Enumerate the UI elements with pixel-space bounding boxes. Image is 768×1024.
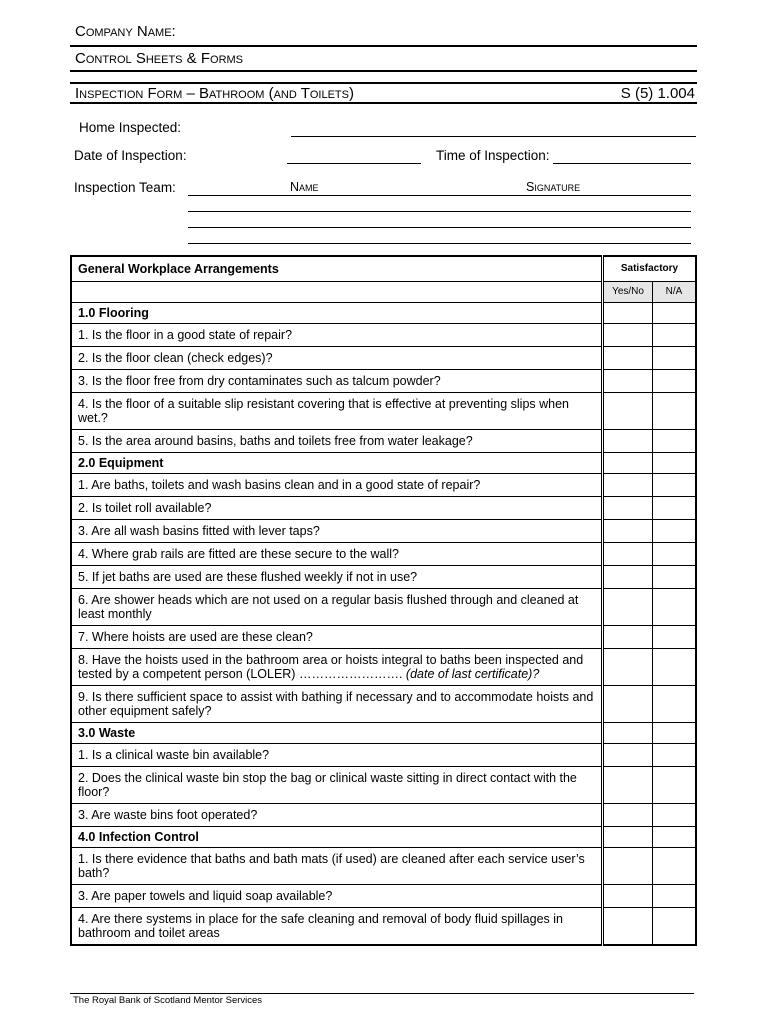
table-row: [71, 520, 696, 543]
table-title-spacer: [71, 282, 603, 303]
na-cell[interactable]: [653, 566, 697, 589]
na-cell[interactable]: [653, 497, 697, 520]
header-divider: [70, 82, 697, 84]
question-text: 4. Is the floor of a suitable slip resistant covering that is effective at preventing slips when wet.?: [71, 393, 603, 430]
team-member-line[interactable]: [188, 227, 691, 228]
section-title: 4.0 Infection Control: [71, 827, 603, 848]
question-text: 5. If jet baths are used are these flushed weekly if not in use?: [71, 566, 603, 589]
question-text: 6. Are shower heads which are not used on a regular basis flushed through and cleaned at least monthly: [71, 589, 603, 626]
na-cell[interactable]: [653, 543, 697, 566]
table-row: [71, 589, 696, 626]
question-text: 5. Is the area around basins, baths and toilets free from water leakage?: [71, 430, 603, 453]
company-name-label: Company Name:: [75, 23, 176, 40]
question-text: 9. Is there sufficient space to assist with bathing if necessary and to accommodate hoists and other equipment safely?: [71, 686, 603, 723]
na-header: N/A: [653, 282, 697, 303]
yes-no-cell[interactable]: [603, 474, 653, 497]
header-divider: [70, 70, 697, 72]
yes-no-cell[interactable]: [603, 804, 653, 827]
question-text: 1. Are baths, toilets and wash basins clean and in a good state of repair?: [71, 474, 603, 497]
header-divider: [70, 45, 697, 47]
table-row: [71, 370, 696, 393]
table-row: [71, 908, 696, 946]
question-text: 1. Is a clinical waste bin available?: [71, 744, 603, 767]
table-row: [71, 744, 696, 767]
yes-no-cell[interactable]: [603, 324, 653, 347]
name-column-label: Name: [290, 180, 319, 194]
na-cell[interactable]: [653, 767, 697, 804]
header-divider: [70, 102, 697, 104]
footer-divider: [70, 993, 694, 994]
na-cell[interactable]: [653, 347, 697, 370]
question-text: 4. Are there systems in place for the safe cleaning and removal of body fluid spillages in bathroom and toilet areas: [71, 908, 603, 946]
section-header-row: [71, 827, 696, 848]
yes-no-cell[interactable]: [603, 520, 653, 543]
yes-no-cell[interactable]: [603, 430, 653, 453]
na-cell[interactable]: [653, 626, 697, 649]
table-row: [71, 474, 696, 497]
form-code: S (5) 1.004: [620, 85, 695, 102]
table-row: [71, 804, 696, 827]
satisfactory-header: Satisfactory: [603, 256, 697, 282]
na-cell: [653, 723, 697, 744]
yes-no-cell[interactable]: [603, 767, 653, 804]
section-header-row: [71, 303, 696, 324]
date-of-inspection-field[interactable]: [287, 163, 421, 164]
section-title: 1.0 Flooring: [71, 303, 603, 324]
yes-no-cell[interactable]: [603, 347, 653, 370]
yes-no-cell[interactable]: [603, 649, 653, 686]
na-cell[interactable]: [653, 908, 697, 946]
table-row: [71, 543, 696, 566]
na-cell[interactable]: [653, 848, 697, 885]
question-text: 2. Does the clinical waste bin stop the bag or clinical waste sitting in direct contact with the floor?: [71, 767, 603, 804]
na-cell: [653, 303, 697, 324]
home-inspected-field[interactable]: [291, 136, 696, 137]
na-cell[interactable]: [653, 885, 697, 908]
yes-no-cell[interactable]: [603, 848, 653, 885]
table-row: [71, 686, 696, 723]
yes-no-cell[interactable]: [603, 744, 653, 767]
na-cell: [653, 827, 697, 848]
control-sheets-label: Control Sheets & Forms: [75, 50, 244, 67]
table-row: [71, 649, 696, 686]
yes-no-cell[interactable]: [603, 589, 653, 626]
team-member-line[interactable]: [188, 211, 691, 212]
yes-no-cell[interactable]: [603, 908, 653, 946]
table-row: [71, 347, 696, 370]
yes-no-cell: [603, 303, 653, 324]
na-cell[interactable]: [653, 324, 697, 347]
question-text: 1. Is there evidence that baths and bath mats (if used) are cleaned after each service user’s bath?: [71, 848, 603, 885]
yes-no-cell: [603, 827, 653, 848]
na-cell[interactable]: [653, 744, 697, 767]
yes-no-cell[interactable]: [603, 686, 653, 723]
yes-no-cell[interactable]: [603, 566, 653, 589]
yes-no-cell[interactable]: [603, 885, 653, 908]
question-text: 3. Are paper towels and liquid soap available?: [71, 885, 603, 908]
form-title: Inspection Form – Bathroom (and Toilets): [75, 85, 354, 102]
na-cell[interactable]: [653, 393, 697, 430]
table-row: [71, 566, 696, 589]
question-text: 4. Where grab rails are fitted are these secure to the wall?: [71, 543, 603, 566]
question-text: 1. Is the floor in a good state of repair?: [71, 324, 603, 347]
table-row: [71, 497, 696, 520]
question-text: 3. Is the floor free from dry contaminates such as talcum powder?: [71, 370, 603, 393]
table-row: [71, 848, 696, 885]
table-title: General Workplace Arrangements: [71, 256, 603, 282]
na-cell[interactable]: [653, 430, 697, 453]
yes-no-header: Yes/No: [603, 282, 653, 303]
question-text: 7. Where hoists are used are these clean?: [71, 626, 603, 649]
question-text: 2. Is the floor clean (check edges)?: [71, 347, 603, 370]
date-of-inspection-label: Date of Inspection:: [74, 148, 187, 163]
team-member-line[interactable]: [188, 195, 691, 196]
home-inspected-label: Home Inspected:: [79, 120, 182, 135]
question-text: 3. Are all wash basins fitted with lever taps?: [71, 520, 603, 543]
table-row: [71, 324, 696, 347]
na-cell[interactable]: [653, 520, 697, 543]
yes-no-cell[interactable]: [603, 370, 653, 393]
question-text: 3. Are waste bins foot operated?: [71, 804, 603, 827]
table-row: [71, 626, 696, 649]
section-title: 3.0 Waste: [71, 723, 603, 744]
na-cell[interactable]: [653, 474, 697, 497]
inspection-team-label: Inspection Team:: [74, 180, 176, 195]
na-cell[interactable]: [653, 649, 697, 686]
table-row: [71, 430, 696, 453]
signature-column-label: Signature: [526, 180, 581, 194]
yes-no-cell: [603, 453, 653, 474]
yes-no-cell[interactable]: [603, 393, 653, 430]
question-text: 8. Have the hoists used in the bathroom area or hoists integral to baths been inspected and tested by a competent person (LOLER) ……………………. (date of last certificate)?: [71, 649, 603, 686]
yes-no-cell[interactable]: [603, 543, 653, 566]
na-cell[interactable]: [653, 370, 697, 393]
table-row: [71, 767, 696, 804]
footer-text: The Royal Bank of Scotland Mentor Services: [73, 995, 263, 1006]
time-of-inspection-label: Time of Inspection:: [436, 148, 550, 163]
na-cell: [653, 453, 697, 474]
checklist-table: [70, 255, 697, 946]
table-row: [71, 393, 696, 430]
time-of-inspection-field[interactable]: [553, 163, 691, 164]
na-cell[interactable]: [653, 686, 697, 723]
table-row: [71, 885, 696, 908]
yes-no-cell[interactable]: [603, 626, 653, 649]
section-header-row: [71, 453, 696, 474]
team-member-line[interactable]: [188, 243, 691, 244]
section-title: 2.0 Equipment: [71, 453, 603, 474]
yes-no-cell[interactable]: [603, 497, 653, 520]
na-cell[interactable]: [653, 589, 697, 626]
section-header-row: [71, 723, 696, 744]
question-text: 2. Is toilet roll available?: [71, 497, 603, 520]
na-cell[interactable]: [653, 804, 697, 827]
yes-no-cell: [603, 723, 653, 744]
